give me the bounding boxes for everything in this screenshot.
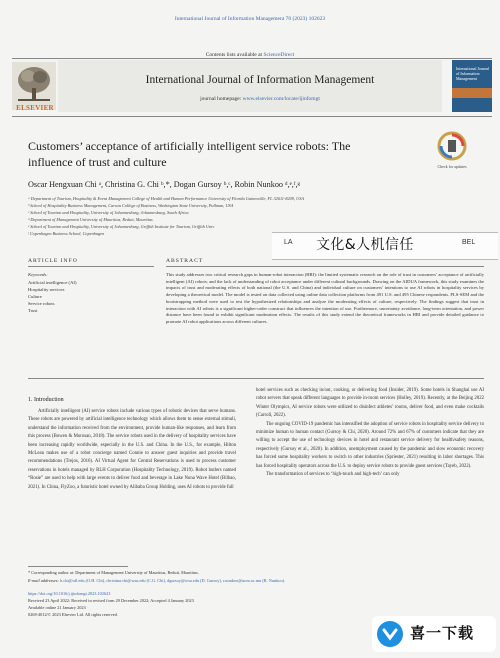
abstract-bottom-rule bbox=[28, 378, 484, 379]
contents-prefix: Contents lists available at bbox=[205, 52, 263, 58]
affiliation: ᵈ Department of Management University of Mauritius, Reduit, Mauritius bbox=[28, 217, 153, 222]
journal-header-band bbox=[58, 60, 442, 112]
available-online: Available online 21 January 2023 bbox=[28, 605, 86, 610]
doi-link[interactable]: https://doi.org/10.1016/j.ijinfomgt.2023.102623 bbox=[28, 591, 111, 596]
article-title bbox=[28, 138, 408, 170]
keyword: Culture bbox=[28, 294, 42, 299]
abstract-rule bbox=[166, 266, 484, 267]
author-list: Oscar Hengxuan Chi ᵃ, Christina G. Chi ᵇ,*, Dogan Gursoy ᵇ,ᶜ, Robin Nunkoo ᵈ,ᵉ,ᶠ,ᵍ bbox=[28, 180, 301, 189]
footnote-rule bbox=[28, 566, 128, 567]
affiliation: ᵇ School of Hospitality Business Management, Carson College of Business, Washington State University, Pullman, USA bbox=[28, 203, 234, 208]
intro-right-column bbox=[256, 387, 484, 479]
download-app-icon bbox=[376, 620, 404, 648]
issn-copyright: 0268-4012/© 2023 Elsevier Ltd. All rights reserved. bbox=[28, 612, 118, 617]
abstract-heading: ABSTRACT bbox=[166, 258, 204, 264]
elsevier-tree-logo bbox=[12, 62, 56, 110]
article-title-line: influence of trust and culture bbox=[28, 155, 167, 169]
article-title-line: Customers’ acceptance of artificially intelligent service robots: The bbox=[28, 139, 351, 153]
journal-homepage bbox=[100, 96, 420, 102]
keyword: Hospitality services bbox=[28, 287, 65, 292]
header-bottom-rule bbox=[12, 116, 492, 117]
check-for-updates-icon[interactable] bbox=[432, 130, 472, 164]
check-for-updates-label: Check for updates bbox=[437, 164, 467, 169]
intro-paragraph: hotel services such as checking in/out, cooking, or delivering food (Insider, 2019). Some hotels in Shanghai use AI robot servers that speak different languages to provide in-room services (Holley, 2019). Recently, at the Beijing 2022 Winter Olympics, AI service robots were utilized to disinfect athletes’ rooms, deliver food, and even make cocktails (Carroll, 2022). bbox=[256, 388, 484, 419]
cover-title: International Journal of Information Management bbox=[456, 66, 490, 81]
abstract-body: This study addresses two critical research gaps in human-robot interaction (HRI): the limited systematic research on the role of trust in customers’ acceptance of artificially intelligent (AI) robots; and the lack of understanding of robot acceptance under different cultural backgrounds. Drawing on the AIDUA framework, this study examines the impacts of trust and moderating effects of both national (the U.S. and China) and individual culture on customers’ intentions to use AI robots in hospitality services by developing a theoretical model. The model is tested on data collected using online data collection platforms from 491 U.S. and 495 Chinese respondents. PLS-SEM and the bootstrapping method were used to test the hypothesized relationships and analyze the moderating effects of culture, respectively. The findings suggest that trust in interaction with AI robots is a significant higher-order construct that influences the intention of use. Furthermore, uncertainty avoidance, long-term orientation, and power distance have been found to exhibit significant moderation effects. The results of this study extend the theoretical frameworks in HRI and provide detailed guidance to promote AI robot applications across different cultures. bbox=[166, 272, 484, 324]
keywords-heading: Keywords: bbox=[28, 272, 48, 277]
footnote-emails bbox=[28, 578, 468, 583]
homepage-prefix: journal homepage: bbox=[200, 96, 242, 102]
section-heading-introduction: 1. Introduction bbox=[28, 397, 64, 403]
affiliation: ᵉ School of Tourism and Hospitality, University of Johannesburg, Griffith Institute for Tourism, Griffith Univ bbox=[28, 224, 215, 229]
intro-left-column bbox=[28, 408, 236, 492]
journal-title: International Journal of Information Management bbox=[145, 74, 375, 86]
affiliation: ᵃ Department of Tourism, Hospitality & Event Management College of Health and Human Performance University of Florida Gainesville, FL 32611-8209, USA bbox=[28, 196, 305, 201]
sciencedirect-link[interactable]: ScienceDirect bbox=[263, 52, 295, 58]
email-label: E-mail addresses: bbox=[28, 578, 59, 583]
cover-accent-band bbox=[452, 88, 492, 98]
affiliation: ᶜ School of Tourism and Hospitality, University of Johannesburg, Johannesburg, South Africa bbox=[28, 210, 189, 215]
keyword: Service robots bbox=[28, 301, 55, 306]
overlay-left-text: LA bbox=[284, 239, 293, 246]
watermark-text: 喜一下载 bbox=[410, 624, 475, 642]
email-addresses[interactable]: h.chi@ufl.edu (O.H. Chi), christina.chi@wsu.edu (C.G. Chi), dgursoy@wsu.edu (D. Gursoy), r.nunkoo@uom.ac.mu (R. Nunkoo). bbox=[60, 578, 286, 583]
affiliation: ᶠ Copenhagen Business School, Copenhagen bbox=[28, 231, 105, 236]
keyword: Trust bbox=[28, 308, 38, 313]
footnote-corresponding: * Corresponding author at: Department of Management University of Mauritius, Reduit, Mauritius. bbox=[28, 570, 199, 575]
keyword: Artificial intelligence (AI) bbox=[28, 280, 77, 285]
received-dates: Received 23 April 2022; Received in revised form 29 December 2022; Accepted 4 January 2023 bbox=[28, 598, 194, 603]
article-info-rule bbox=[28, 266, 154, 267]
homepage-link[interactable]: www.elsevier.com/locate/ijinfomgt bbox=[242, 96, 320, 102]
intro-paragraph: The ongoing COVID-19 pandemic has intensified the adoption of service robots in hospitality service delivery to minimize human to human contact (Gursoy & Chi, 2020). Around 72% and 67% of customers indicate that they are willing to accept the use of technology devices in hotel and restaurant service delivery for health/safety reasons, respectively (Gursoy et al., 2020). In addition, unemployment caused by the pandemic and slow economic recovery has forced some hospitality workers to switch to other industries (Spriester, 2021) resulting in labor shortages. This has forced hospitality operators across the U.S. to deploy service robots to provide guest services (Tayeb, 2022). bbox=[256, 421, 484, 469]
overlay-caption: 文化&人机信任 bbox=[316, 237, 414, 253]
header-top-rule bbox=[12, 58, 492, 59]
article-info-heading: ARTICLE INFO bbox=[28, 258, 78, 264]
journal-reference: International Journal of Information Management 70 (2023) 102623 bbox=[174, 16, 326, 22]
intro-paragraph: Artificially intelligent (AI) service robots include various types of robotic devices that serve humans. These robots are powered by artificial intelligence technology which allows them to sense external stimuli, understand the information received from the environment, provide human-like responses, and learn from this process (Bowen & Morosan, 2018). The service robots used in the delivery of hospitality services have been increasing rapidly worldwide, especially in the U.S. and China. In the U.S., for example, Hilton McLean makes use of a robot concierge named Connie to answer guest inquiries and provide travel recommendations (Trejos, 2016). AI Virtual Agent for Central Reservations is used to process customer reservations in hotels managed by RLH Corporation (Hospitality Technology, 2019). Robot butlers named “Rosie” are used to help with large events to deliver food and beverage in Lake Nona Wave Hotel (Bilbao, 2021). In China, FlyZoo, a futuristic hotel owned by Alibaba Group Holding, uses AI robots to provide full bbox=[28, 409, 236, 490]
overlay-right-text: BEL bbox=[462, 239, 476, 246]
intro-paragraph: The transformation of services to ‘high-touch and high-tech’ can only bbox=[266, 472, 400, 478]
publisher-wordmark: ELSEVIER bbox=[16, 104, 54, 112]
